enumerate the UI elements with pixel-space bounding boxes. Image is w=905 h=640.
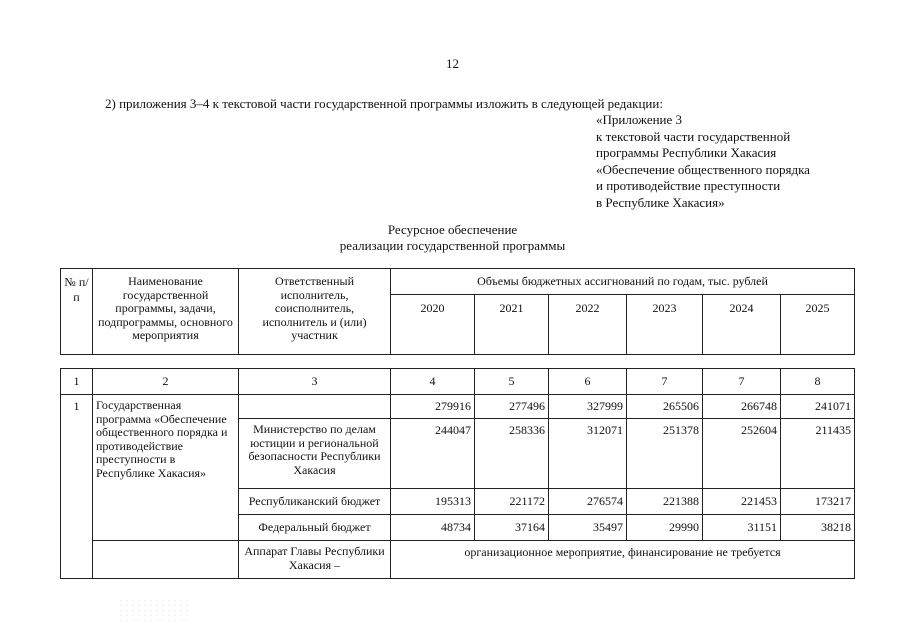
col-number: 6 (549, 369, 627, 395)
intro-text: 2) приложения 3–4 к текстовой части государственной программы изложить в следующей редакции: (105, 96, 663, 111)
total-value: 279916 (391, 395, 475, 419)
column-number-row (61, 369, 855, 395)
header-responsible: Ответственный исполнитель, соисполнитель, исполнитель и (или) участник (239, 269, 391, 355)
appendix-line: «Приложение 3 (596, 112, 683, 127)
ministry-value: 258336 (475, 419, 549, 489)
republican-value: 276574 (549, 489, 627, 515)
row-num: 1 (61, 395, 93, 579)
col-number: 3 (239, 369, 391, 395)
col-number: 2 (93, 369, 239, 395)
total-value: 266748 (703, 395, 781, 419)
ministry-label: Министерство по делам юстиции и региональной безопасности Республики Хакасия (239, 419, 391, 489)
federal-value: 38218 (781, 515, 855, 541)
ministry-value: 251378 (627, 419, 703, 489)
appendix-header (596, 112, 810, 211)
apparatus-label: Аппарат Главы Республики Хакасия – (239, 541, 391, 579)
header-year: 2025 (781, 295, 855, 355)
federal-value: 48734 (391, 515, 475, 541)
program-name: Государственная программа «Обеспечение общественного порядка и противодействие преступности в Республике Хакасия» (93, 395, 239, 541)
ministry-value: 312071 (549, 419, 627, 489)
appendix-line: «Обеспечение общественного порядка (596, 161, 810, 177)
col-number: 5 (475, 369, 549, 395)
header-year: 2021 (475, 295, 549, 355)
scan-noise (118, 598, 188, 622)
federal-budget-label: Федеральный бюджет (239, 515, 391, 541)
col-number: 1 (61, 369, 93, 395)
header-table (60, 268, 855, 355)
federal-value: 35497 (549, 515, 627, 541)
col-number: 7 (627, 369, 703, 395)
header-year: 2020 (391, 295, 475, 355)
table-row (61, 541, 855, 579)
appendix-line: в Республике Хакасия» (596, 194, 725, 210)
header-year: 2024 (703, 295, 781, 355)
republican-value: 221453 (703, 489, 781, 515)
col-number: 7 (703, 369, 781, 395)
republican-budget-label: Республиканский бюджет (239, 489, 391, 515)
total-value: 241071 (781, 395, 855, 419)
responsible-empty (239, 395, 391, 419)
header-year: 2022 (549, 295, 627, 355)
federal-value: 29990 (627, 515, 703, 541)
appendix-line: к текстовой части государственной (596, 128, 791, 144)
federal-value: 31151 (703, 515, 781, 541)
col-number: 8 (781, 369, 855, 395)
total-value: 277496 (475, 395, 549, 419)
appendix-line: программы Республики Хакасия (596, 145, 777, 160)
data-table (60, 368, 855, 579)
header-volumes: Объемы бюджетных ассигнований по годам, тыс. рублей (391, 269, 855, 295)
total-value: 265506 (627, 395, 703, 419)
col-number: 4 (391, 369, 475, 395)
appendix-line: и противодействие преступности (596, 178, 781, 193)
header-year: 2023 (627, 295, 703, 355)
title-line: Ресурсное обеспечение (387, 222, 518, 237)
page-number: 12 (446, 56, 459, 71)
total-value: 327999 (549, 395, 627, 419)
republican-value: 173217 (781, 489, 855, 515)
apparatus-note: организационное мероприятие, финансирование не требуется (391, 541, 855, 579)
title-line: реализации государственной программы (339, 238, 566, 253)
republican-value: 221388 (627, 489, 703, 515)
ministry-value: 244047 (391, 419, 475, 489)
ministry-value: 211435 (781, 419, 855, 489)
document-title (0, 222, 905, 254)
federal-value: 37164 (475, 515, 549, 541)
header-name: Наименование государственной программы, задачи, подпрограммы, основного мероприятия (93, 269, 239, 355)
name-empty (93, 541, 239, 579)
republican-value: 195313 (391, 489, 475, 515)
header-num: № п/п (61, 269, 93, 355)
republican-value: 221172 (475, 489, 549, 515)
table-row (61, 395, 855, 419)
ministry-value: 252604 (703, 419, 781, 489)
